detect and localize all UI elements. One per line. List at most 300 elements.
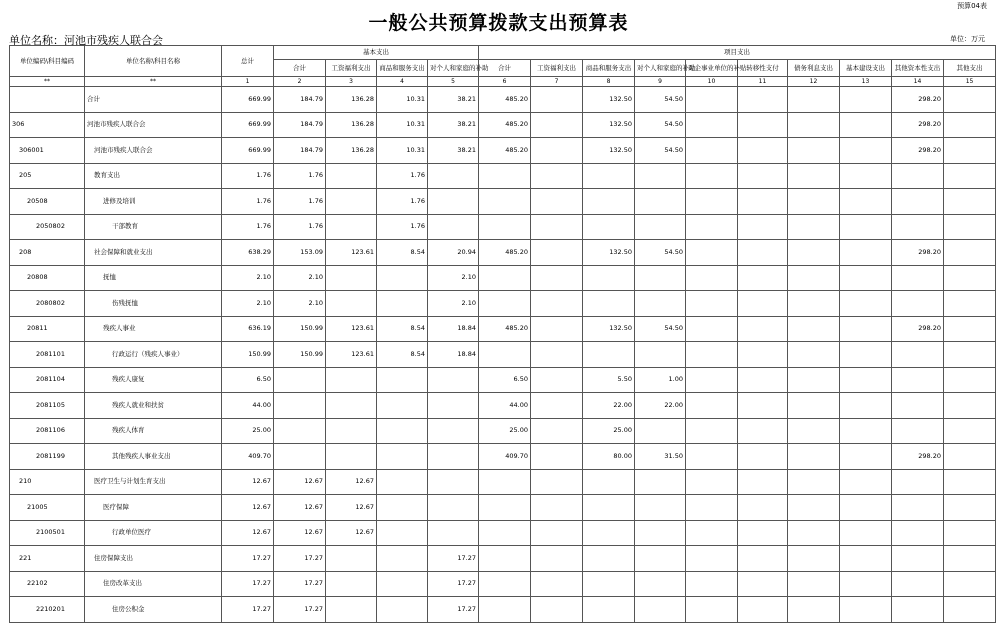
row-value: 25.00 xyxy=(583,418,635,444)
row-value xyxy=(944,265,996,291)
row-value xyxy=(428,393,479,419)
row-value xyxy=(944,138,996,164)
row-value xyxy=(274,444,326,470)
row-value xyxy=(788,189,840,215)
header-index-7: 6 xyxy=(479,77,531,87)
row-value xyxy=(377,571,428,597)
row-value: 409.70 xyxy=(222,444,274,470)
row-value: 184.79 xyxy=(274,87,326,113)
table-row xyxy=(10,571,996,597)
row-value xyxy=(944,189,996,215)
row-value xyxy=(583,571,635,597)
row-value xyxy=(377,444,428,470)
row-value xyxy=(635,214,686,240)
row-value xyxy=(840,597,892,623)
row-value xyxy=(686,316,738,342)
header-project-9: 其他支出 xyxy=(944,60,996,77)
row-name: 残疾人康复 xyxy=(85,367,222,393)
row-value xyxy=(686,163,738,189)
row-value xyxy=(788,469,840,495)
row-value xyxy=(479,520,531,546)
row-value: 485.20 xyxy=(479,316,531,342)
row-value: 17.27 xyxy=(428,597,479,623)
header-index-15: 14 xyxy=(892,77,944,87)
row-value: 8.54 xyxy=(377,240,428,266)
row-value xyxy=(840,393,892,419)
row-value xyxy=(583,495,635,521)
row-value: 12.67 xyxy=(326,469,377,495)
row-value xyxy=(892,214,944,240)
row-value xyxy=(531,214,583,240)
row-value xyxy=(377,597,428,623)
row-value xyxy=(686,367,738,393)
header-basic-3: 对个人和家庭的补助 xyxy=(428,60,479,77)
row-value: 485.20 xyxy=(479,138,531,164)
row-value: 44.00 xyxy=(479,393,531,419)
row-value: 153.09 xyxy=(274,240,326,266)
row-value xyxy=(944,418,996,444)
row-code: 2080802 xyxy=(10,291,85,317)
row-value xyxy=(788,112,840,138)
row-value: 10.31 xyxy=(377,138,428,164)
row-value xyxy=(892,418,944,444)
row-value xyxy=(738,291,788,317)
row-value: 132.50 xyxy=(583,240,635,266)
row-value xyxy=(686,495,738,521)
header-total: 总计 xyxy=(222,46,274,77)
row-name: 合计 xyxy=(85,87,222,113)
page-title: 一般公共预算拨款支出预算表 xyxy=(368,12,629,34)
row-name: 医疗保障 xyxy=(85,495,222,521)
row-value: 298.20 xyxy=(892,316,944,342)
row-value xyxy=(531,240,583,266)
row-code xyxy=(10,87,85,113)
unit-name: 单位名称：河池市残疾人联合会 xyxy=(9,34,163,47)
row-value: 636.19 xyxy=(222,316,274,342)
row-value xyxy=(944,240,996,266)
row-value xyxy=(686,571,738,597)
row-value xyxy=(788,240,840,266)
row-value xyxy=(788,418,840,444)
row-value xyxy=(686,342,738,368)
row-value: 1.76 xyxy=(222,163,274,189)
table-row xyxy=(10,342,996,368)
row-value xyxy=(944,571,996,597)
row-value xyxy=(788,495,840,521)
row-code: 22102 xyxy=(10,571,85,597)
row-value: 8.54 xyxy=(377,316,428,342)
row-value xyxy=(892,469,944,495)
row-value xyxy=(531,163,583,189)
row-value xyxy=(944,87,996,113)
row-value xyxy=(738,597,788,623)
header-index-8: 7 xyxy=(531,77,583,87)
row-value: 485.20 xyxy=(479,87,531,113)
row-value xyxy=(788,291,840,317)
row-value xyxy=(686,520,738,546)
row-value xyxy=(840,240,892,266)
row-value xyxy=(428,444,479,470)
row-code: 20808 xyxy=(10,265,85,291)
row-name: 干部教育 xyxy=(85,214,222,240)
row-value xyxy=(944,393,996,419)
row-value xyxy=(892,393,944,419)
row-value xyxy=(944,367,996,393)
row-value xyxy=(686,214,738,240)
row-value xyxy=(326,571,377,597)
row-value xyxy=(892,342,944,368)
row-value xyxy=(479,291,531,317)
row-value xyxy=(840,265,892,291)
row-value xyxy=(583,189,635,215)
row-value xyxy=(326,444,377,470)
table-row xyxy=(10,469,996,495)
row-value xyxy=(892,163,944,189)
row-value xyxy=(635,418,686,444)
row-name: 住房公积金 xyxy=(85,597,222,623)
row-value xyxy=(377,469,428,495)
row-value xyxy=(326,291,377,317)
header-project-8: 其他资本性支出 xyxy=(892,60,944,77)
table-row xyxy=(10,214,996,240)
row-value: 54.50 xyxy=(635,240,686,266)
row-value xyxy=(892,495,944,521)
row-value xyxy=(738,163,788,189)
row-value xyxy=(944,291,996,317)
row-value: 80.00 xyxy=(583,444,635,470)
row-value: 123.61 xyxy=(326,240,377,266)
row-value: 17.27 xyxy=(222,597,274,623)
header-index-0: ** xyxy=(10,77,85,87)
row-value xyxy=(892,520,944,546)
row-value xyxy=(840,291,892,317)
row-value: 1.76 xyxy=(222,189,274,215)
row-value: 409.70 xyxy=(479,444,531,470)
row-value xyxy=(326,367,377,393)
row-value: 2.10 xyxy=(222,291,274,317)
row-value xyxy=(788,393,840,419)
row-value: 136.28 xyxy=(326,138,377,164)
row-value xyxy=(583,469,635,495)
row-value xyxy=(531,393,583,419)
row-value xyxy=(892,597,944,623)
table-row xyxy=(10,112,996,138)
row-value: 12.67 xyxy=(326,520,377,546)
row-value xyxy=(479,342,531,368)
row-value xyxy=(686,444,738,470)
row-value xyxy=(840,342,892,368)
row-value: 298.20 xyxy=(892,240,944,266)
row-value: 17.27 xyxy=(428,571,479,597)
row-value: 2.10 xyxy=(222,265,274,291)
row-name: 河池市残疾人联合会 xyxy=(85,112,222,138)
row-name: 行政单位医疗 xyxy=(85,520,222,546)
row-code: 221 xyxy=(10,546,85,572)
row-value xyxy=(428,418,479,444)
table-row xyxy=(10,546,996,572)
row-value xyxy=(377,418,428,444)
row-value xyxy=(428,189,479,215)
header-index-14: 13 xyxy=(840,77,892,87)
row-value xyxy=(583,546,635,572)
row-value: 20.94 xyxy=(428,240,479,266)
row-value xyxy=(326,214,377,240)
row-value xyxy=(738,367,788,393)
header-index-5: 4 xyxy=(377,77,428,87)
row-value xyxy=(635,571,686,597)
row-value xyxy=(326,418,377,444)
row-value xyxy=(583,214,635,240)
row-value: 22.00 xyxy=(583,393,635,419)
row-value xyxy=(738,189,788,215)
header-basic-0: 合计 xyxy=(274,60,326,77)
table-row xyxy=(10,189,996,215)
row-value xyxy=(479,214,531,240)
table-row xyxy=(10,163,996,189)
row-value xyxy=(738,240,788,266)
row-value: 1.76 xyxy=(274,163,326,189)
header-project-7: 基本建设支出 xyxy=(840,60,892,77)
row-name: 抚恤 xyxy=(85,265,222,291)
row-value xyxy=(892,546,944,572)
row-value xyxy=(944,214,996,240)
row-value: 150.99 xyxy=(274,316,326,342)
row-value xyxy=(840,163,892,189)
table-row xyxy=(10,265,996,291)
row-value xyxy=(583,520,635,546)
table-row xyxy=(10,393,996,419)
row-value: 150.99 xyxy=(274,342,326,368)
row-value: 17.27 xyxy=(274,571,326,597)
row-value: 17.27 xyxy=(222,546,274,572)
row-value xyxy=(738,87,788,113)
header-index-2: 1 xyxy=(222,77,274,87)
row-value xyxy=(840,520,892,546)
row-value: 2.10 xyxy=(428,291,479,317)
header-code: 单位编码\科目编码 xyxy=(10,46,85,77)
table-row xyxy=(10,418,996,444)
row-value xyxy=(892,367,944,393)
row-name: 教育支出 xyxy=(85,163,222,189)
row-value xyxy=(635,520,686,546)
row-value xyxy=(377,291,428,317)
row-value xyxy=(531,189,583,215)
row-value xyxy=(531,138,583,164)
row-value: 6.50 xyxy=(479,367,531,393)
row-value xyxy=(635,495,686,521)
row-value xyxy=(738,138,788,164)
row-name: 残疾人就业和扶贫 xyxy=(85,393,222,419)
row-value xyxy=(738,112,788,138)
row-value xyxy=(428,520,479,546)
row-value xyxy=(635,469,686,495)
row-value xyxy=(479,469,531,495)
row-name: 进修及培训 xyxy=(85,189,222,215)
row-value: 132.50 xyxy=(583,138,635,164)
row-value: 298.20 xyxy=(892,444,944,470)
row-value: 123.61 xyxy=(326,316,377,342)
row-value xyxy=(635,163,686,189)
row-value xyxy=(479,546,531,572)
header-index-10: 9 xyxy=(635,77,686,87)
row-value xyxy=(738,393,788,419)
row-value xyxy=(635,291,686,317)
row-code: 20508 xyxy=(10,189,85,215)
row-value xyxy=(531,316,583,342)
row-value xyxy=(479,189,531,215)
row-value xyxy=(788,214,840,240)
row-value xyxy=(738,520,788,546)
table-row xyxy=(10,138,996,164)
row-value xyxy=(738,265,788,291)
row-code: 2100501 xyxy=(10,520,85,546)
row-value xyxy=(583,291,635,317)
row-value xyxy=(274,367,326,393)
row-value xyxy=(635,546,686,572)
header-project-1: 工资福利支出 xyxy=(531,60,583,77)
row-value xyxy=(840,546,892,572)
row-value xyxy=(686,265,738,291)
row-value xyxy=(531,546,583,572)
row-code: 21005 xyxy=(10,495,85,521)
header-index-13: 12 xyxy=(788,77,840,87)
row-value: 25.00 xyxy=(479,418,531,444)
row-value: 2.10 xyxy=(428,265,479,291)
row-value: 1.76 xyxy=(274,214,326,240)
row-value xyxy=(326,546,377,572)
row-value: 12.67 xyxy=(274,495,326,521)
row-value xyxy=(635,265,686,291)
row-code: 2081104 xyxy=(10,367,85,393)
row-name: 住房保障支出 xyxy=(85,546,222,572)
row-value: 12.67 xyxy=(222,495,274,521)
row-value xyxy=(531,265,583,291)
row-value xyxy=(738,444,788,470)
row-value: 17.27 xyxy=(222,571,274,597)
row-code: 20811 xyxy=(10,316,85,342)
row-value xyxy=(840,444,892,470)
row-value: 12.67 xyxy=(274,520,326,546)
row-value xyxy=(377,495,428,521)
row-value xyxy=(479,571,531,597)
row-value xyxy=(583,265,635,291)
row-value xyxy=(738,342,788,368)
row-value: 132.50 xyxy=(583,112,635,138)
row-value: 132.50 xyxy=(583,87,635,113)
row-value xyxy=(377,393,428,419)
row-name: 伤残抚恤 xyxy=(85,291,222,317)
row-value xyxy=(892,265,944,291)
row-value xyxy=(326,265,377,291)
row-value: 132.50 xyxy=(583,316,635,342)
row-value: 10.31 xyxy=(377,112,428,138)
row-value: 669.99 xyxy=(222,112,274,138)
corner-note: 预算04表 xyxy=(957,2,987,10)
row-value: 22.00 xyxy=(635,393,686,419)
row-name: 住房改革支出 xyxy=(85,571,222,597)
row-value: 669.99 xyxy=(222,138,274,164)
row-value xyxy=(479,597,531,623)
row-name: 河池市残疾人联合会 xyxy=(85,138,222,164)
row-name: 残疾人事业 xyxy=(85,316,222,342)
budget-table xyxy=(9,45,996,623)
row-value: 17.27 xyxy=(274,597,326,623)
row-value xyxy=(788,444,840,470)
row-value xyxy=(944,469,996,495)
row-value xyxy=(531,291,583,317)
header-project-5: 转移性支付 xyxy=(738,60,788,77)
row-value xyxy=(840,495,892,521)
row-name: 残疾人体育 xyxy=(85,418,222,444)
row-value: 38.21 xyxy=(428,138,479,164)
row-code: 2081101 xyxy=(10,342,85,368)
row-value xyxy=(326,189,377,215)
row-value xyxy=(788,316,840,342)
row-value: 150.99 xyxy=(222,342,274,368)
row-value xyxy=(686,138,738,164)
row-value: 184.79 xyxy=(274,112,326,138)
row-value: 12.67 xyxy=(326,495,377,521)
header-index-11: 10 xyxy=(686,77,738,87)
row-value xyxy=(840,138,892,164)
row-value: 485.20 xyxy=(479,240,531,266)
row-value xyxy=(840,316,892,342)
row-value xyxy=(840,469,892,495)
row-value: 136.28 xyxy=(326,87,377,113)
row-value: 5.50 xyxy=(583,367,635,393)
row-value: 669.99 xyxy=(222,87,274,113)
row-name: 医疗卫生与计划生育支出 xyxy=(85,469,222,495)
row-value xyxy=(428,469,479,495)
row-value: 123.61 xyxy=(326,342,377,368)
row-value xyxy=(686,469,738,495)
row-value xyxy=(840,418,892,444)
row-value: 1.76 xyxy=(377,163,428,189)
header-basic-2: 商品和服务支出 xyxy=(377,60,428,77)
row-value xyxy=(892,291,944,317)
row-value xyxy=(686,112,738,138)
row-value: 298.20 xyxy=(892,138,944,164)
header-project-group: 项目支出 xyxy=(479,46,996,60)
header-basic-group: 基本支出 xyxy=(274,46,479,60)
row-value: 25.00 xyxy=(222,418,274,444)
row-value xyxy=(583,597,635,623)
row-value xyxy=(531,444,583,470)
row-value xyxy=(738,469,788,495)
header-project-6: 债务利息支出 xyxy=(788,60,840,77)
row-value: 298.20 xyxy=(892,112,944,138)
row-value xyxy=(686,291,738,317)
row-value xyxy=(479,163,531,189)
row-value: 18.84 xyxy=(428,342,479,368)
row-value xyxy=(531,418,583,444)
row-value xyxy=(944,520,996,546)
header-index-6: 5 xyxy=(428,77,479,87)
row-value xyxy=(531,112,583,138)
row-value xyxy=(479,495,531,521)
row-value: 184.79 xyxy=(274,138,326,164)
table-row xyxy=(10,444,996,470)
row-value xyxy=(944,112,996,138)
row-value xyxy=(686,597,738,623)
row-value: 44.00 xyxy=(222,393,274,419)
row-value xyxy=(788,87,840,113)
row-value xyxy=(944,597,996,623)
row-value xyxy=(428,214,479,240)
row-code: 306 xyxy=(10,112,85,138)
row-code: 2081199 xyxy=(10,444,85,470)
row-value: 10.31 xyxy=(377,87,428,113)
